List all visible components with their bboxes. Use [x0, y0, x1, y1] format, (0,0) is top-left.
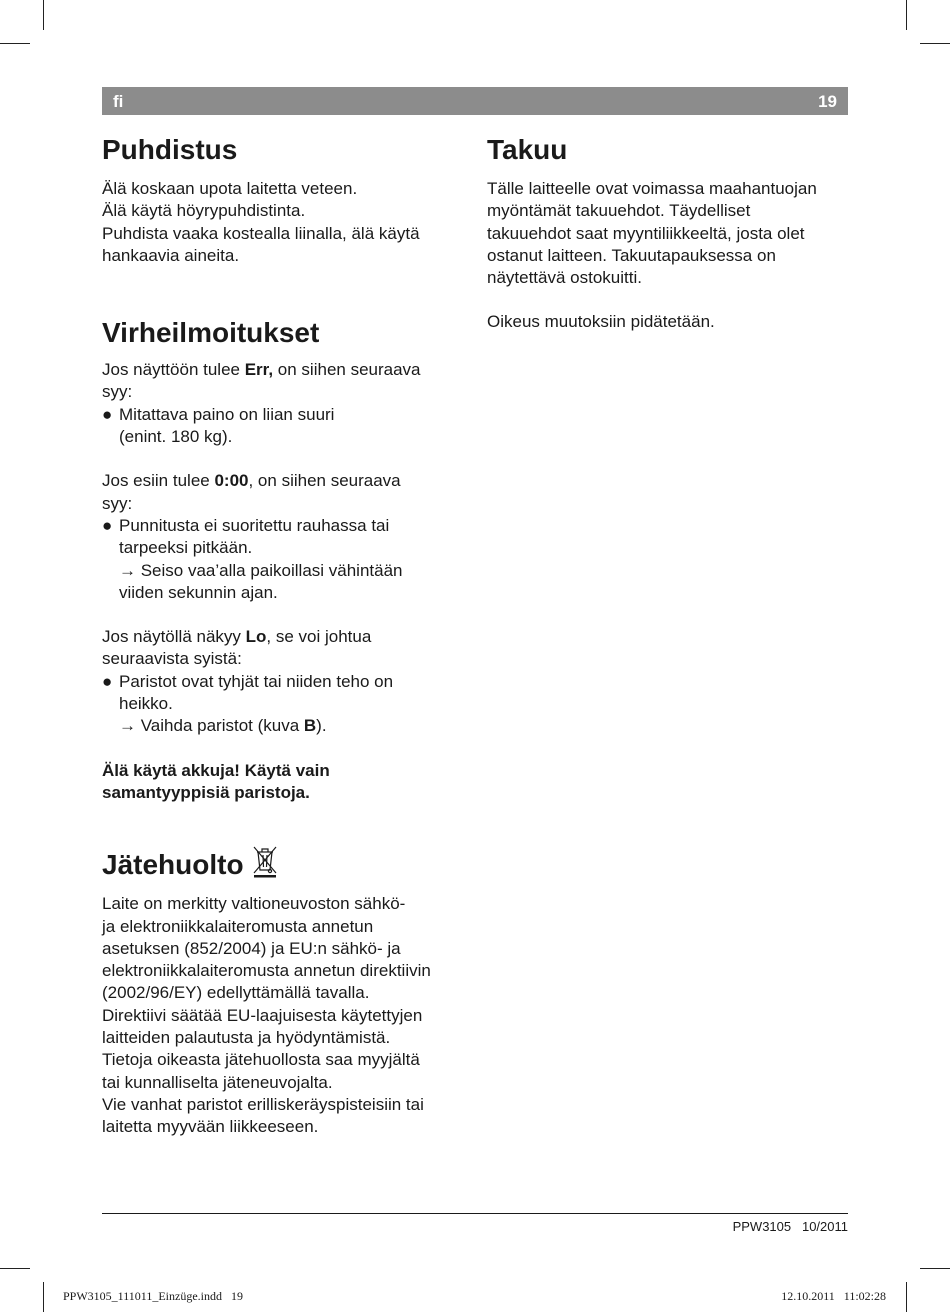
page-header-bar [102, 87, 848, 115]
list-item: ● Punnitusta ei suoritettu rauhassa tai [102, 515, 390, 535]
crossed-out-wheelie-bin-icon [252, 844, 278, 889]
paragraph-line: ja elektroniikkalaiteromusta annetun [102, 916, 374, 936]
page-number: 19 [818, 92, 837, 111]
legal-note: Oikeus muutoksiin pidätetään. [487, 312, 715, 332]
crop-mark [0, 43, 30, 44]
error-intro: Jos näyttöön tulee Err, on siihen seuraava [102, 360, 421, 380]
paragraph-line: asetuksen (852/2004) ja EU:n sähkö- ja [102, 938, 401, 958]
left-column [102, 130, 472, 1139]
footer-rule [102, 1213, 848, 1214]
paragraph-line: Tälle laitteelle ovat voimassa maahantuojan [487, 179, 817, 198]
paragraph-line: Puhdista vaaka kostealla liinalla, älä käytä [102, 223, 420, 243]
instruction-line: → Seiso vaa’alla paikoillasi vähintään [119, 560, 403, 580]
paragraph-line: hankaavia aineita. [102, 245, 240, 265]
instruction-line: → Vaihda paristot (kuva B). [119, 716, 327, 736]
crop-mark [0, 1268, 30, 1269]
instruction-line: viiden sekunnin ajan. [119, 582, 278, 602]
paragraph-line: Direktiivi säätää EU-laajuisesta käytettyjen [102, 1005, 423, 1025]
paragraph-line: syy: [102, 493, 133, 513]
section-jatehuolto [102, 844, 472, 1138]
paragraph-line: syy: [102, 382, 133, 402]
paragraph-line: Laite on merkitty valtioneuvoston sähkö- [102, 894, 406, 914]
list-item-continued: tarpeeksi pitkään. [119, 538, 253, 558]
section-puhdistus [102, 130, 472, 267]
paragraph-line: myöntämät takuuehdot. Täydelliset [487, 201, 751, 221]
right-column [487, 130, 852, 334]
print-slug-filename: PPW3105_111011_Einzüge.indd 19 [63, 1289, 243, 1303]
language-code: fi [113, 92, 124, 111]
paragraph-line: näytettävä ostokuitti. [487, 268, 642, 288]
crop-mark [43, 0, 44, 30]
section-takuu [487, 130, 852, 334]
error-intro: Jos esiin tulee 0:00, on siihen seuraava [102, 471, 401, 491]
crop-mark [43, 1282, 44, 1312]
paragraph-line: Älä käytä höyrypuhdistinta. [102, 201, 306, 221]
crop-mark [906, 1282, 907, 1312]
error-code: Err, [244, 360, 274, 380]
list-item: ● Paristot ovat tyhjät tai niiden teho on [102, 671, 394, 691]
section-title: Takuu [487, 134, 568, 165]
list-item-continued: (enint. 180 kg). [119, 427, 233, 447]
warning-line: samantyyppisiä paristoja. [102, 782, 310, 802]
paragraph-line: seuraavista syistä: [102, 649, 242, 669]
crop-mark [906, 0, 907, 30]
footer-model-date: PPW3105 10/2011 [732, 1219, 848, 1234]
crop-mark [920, 1268, 950, 1269]
warning-line: Älä käytä akkuja! Käytä vain [102, 760, 330, 780]
paragraph-line: laitetta myyvään liikkeeseen. [102, 1117, 319, 1137]
section-virheilmoitukset [102, 313, 472, 804]
error-code: 0:00 [214, 471, 249, 491]
error-code: Lo [245, 627, 267, 647]
print-slug-timestamp: 12.10.2011 11:02:28 [781, 1289, 886, 1303]
paragraph-line: (2002/96/EY) edellyttämällä tavalla. [102, 983, 370, 1003]
paragraph-line: takuuehdot saat myyntiliikkeeltä, josta olet [487, 223, 805, 243]
section-title: Puhdistus [102, 134, 238, 165]
crop-mark [920, 43, 950, 44]
paragraph-line: ostanut laitteen. Takuutapauksessa on [487, 245, 776, 265]
list-item: ● Mitattava paino on liian suuri [102, 404, 335, 424]
paragraph-line: laitteiden palautusta ja hyödyntämistä. [102, 1028, 391, 1048]
section-title: Virheilmoitukset [102, 317, 320, 349]
error-intro: Jos näytöllä näkyy Lo, se voi johtua [102, 627, 372, 647]
paragraph-line: Tietoja oikeasta jätehuollosta saa myyjältä [102, 1050, 420, 1070]
paragraph-line: Älä koskaan upota laitetta veteen. [102, 179, 358, 198]
paragraph-line: tai kunnalliselta jäteneuvojalta. [102, 1072, 333, 1092]
paragraph-line: elektroniikkalaiteromusta annetun direktiivin [102, 961, 431, 981]
list-item-continued: heikko. [119, 694, 173, 714]
paragraph-line: Vie vanhat paristot erilliskeräyspisteisiin tai [102, 1094, 424, 1114]
section-title: Jätehuolto [102, 844, 472, 889]
